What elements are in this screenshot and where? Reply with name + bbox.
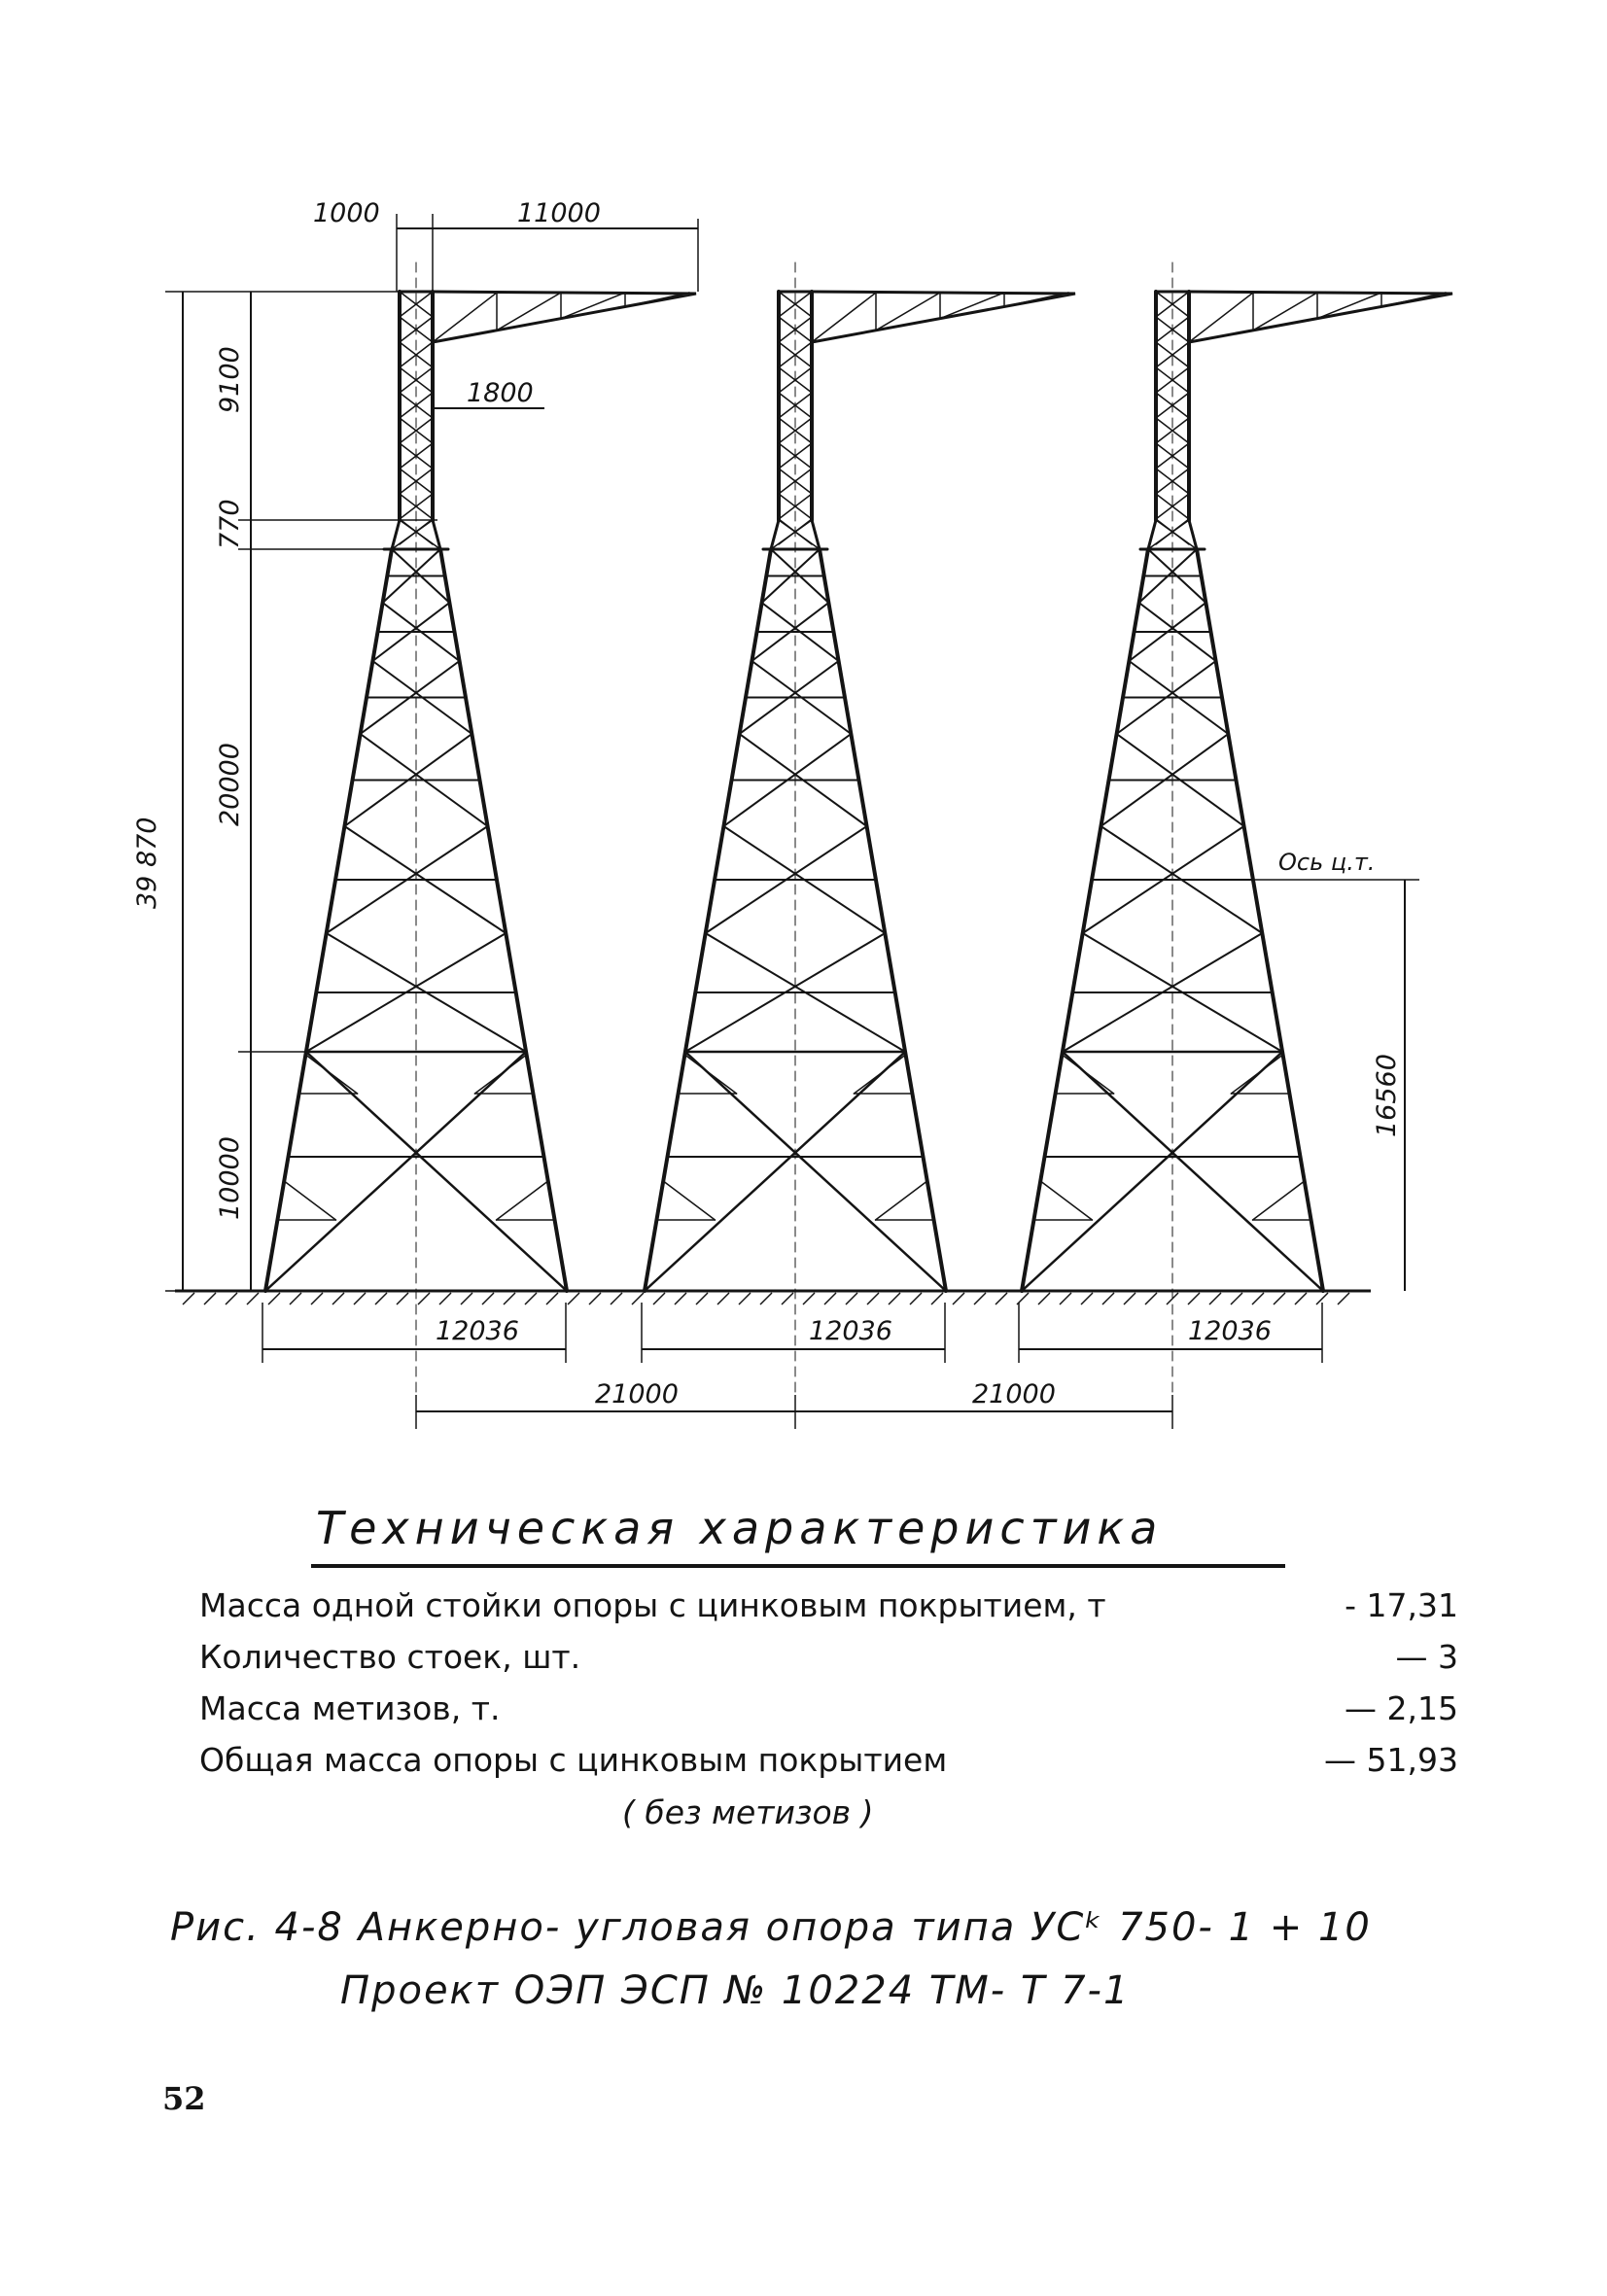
ground-hatch (268, 1293, 280, 1305)
arm-brace (940, 293, 1004, 319)
cg-axis-label: Ось ц.т. (1278, 849, 1376, 876)
ground-hatch (226, 1293, 237, 1305)
ground-hatch (1060, 1293, 1071, 1305)
ground-hatch (461, 1293, 472, 1305)
diagonal-brace (645, 1052, 905, 1291)
ground-hatch (1231, 1293, 1242, 1305)
ground-hatch (996, 1293, 1007, 1305)
diagonal-brace (265, 1052, 526, 1291)
ground-hatch (653, 1293, 665, 1305)
diagonal-brace (685, 1052, 946, 1291)
ground-hatch (1274, 1293, 1285, 1305)
diagonal-brace (1063, 1052, 1323, 1291)
dim-head-width: 1800 (467, 378, 534, 408)
diagonal-brace (1022, 1052, 1282, 1291)
ground-hatch (525, 1293, 537, 1305)
ground-hatch (803, 1293, 815, 1305)
secondary-brace (284, 1181, 335, 1220)
ground-hatch (846, 1293, 857, 1305)
ground-hatch (204, 1293, 216, 1305)
ground-hatch (824, 1293, 836, 1305)
dim-total-height: 39 870 (132, 817, 162, 909)
spec-row-value: — 51,93 (1324, 1741, 1458, 1779)
ground-hatch (611, 1293, 622, 1305)
ground-hatch (568, 1293, 579, 1305)
ground-hatch (311, 1293, 323, 1305)
secondary-brace (305, 1055, 357, 1094)
ground-hatch (418, 1293, 430, 1305)
arm-brace (1189, 293, 1253, 342)
ground-hatch (1102, 1293, 1114, 1305)
ground-hatch (889, 1293, 900, 1305)
spec-row-label: Масса одной стойки опоры с цинковым покрытием, т (199, 1586, 1106, 1624)
ground-hatch (696, 1293, 708, 1305)
ground-hatch (675, 1293, 686, 1305)
base-width-1: 12036 (436, 1316, 519, 1346)
ground-hatch (546, 1293, 558, 1305)
secondary-brace (663, 1181, 715, 1220)
dim-cg-height: 16560 (1372, 1054, 1402, 1137)
secondary-brace (1231, 1055, 1282, 1094)
secondary-brace (684, 1055, 736, 1094)
spec-row (199, 1689, 1458, 1734)
ground-hatch (332, 1293, 344, 1305)
spec-row-value: — 2,15 (1345, 1689, 1458, 1727)
ground-hatch (931, 1293, 943, 1305)
page-number: 52 (162, 2080, 206, 2117)
ground-hatch (782, 1293, 793, 1305)
dim-head-height: 9100 (215, 346, 245, 413)
secondary-brace (876, 1181, 927, 1220)
tower-3 (1022, 262, 1452, 1424)
ground-hatch (247, 1293, 259, 1305)
spec-row (199, 1741, 1458, 1786)
ground-hatch (183, 1293, 194, 1305)
dim-bottom-section: 10000 (215, 1136, 245, 1220)
spec-row-value: — 3 (1395, 1638, 1458, 1676)
spec-row-label: Общая масса опоры с цинковым покрытием (199, 1741, 948, 1779)
ground-hatch (1338, 1293, 1349, 1305)
ground-hatch (1124, 1293, 1135, 1305)
arm-brace (812, 293, 876, 342)
ground-hatch (504, 1293, 515, 1305)
secondary-brace (854, 1055, 905, 1094)
spec-row (199, 1638, 1458, 1683)
ground-hatch (1188, 1293, 1200, 1305)
dim-mid-section: 20000 (215, 743, 245, 826)
spec-title-underline (311, 1564, 1285, 1568)
ground-hatch (290, 1293, 301, 1305)
dim-transition: 770 (215, 499, 245, 549)
ground-hatch (717, 1293, 729, 1305)
secondary-brace (474, 1055, 526, 1094)
ground-hatch (739, 1293, 751, 1305)
ground-hatch (397, 1293, 408, 1305)
spec-note: ( без метизов ) (622, 1793, 874, 1831)
spacing-2: 21000 (972, 1379, 1056, 1409)
ground-hatch (1145, 1293, 1157, 1305)
ground-hatch (974, 1293, 986, 1305)
ground-hatch (760, 1293, 772, 1305)
spec-row-label: Количество стоек, шт. (199, 1638, 581, 1676)
arm-brace (433, 293, 497, 342)
base-width-3: 12036 (1188, 1316, 1272, 1346)
secondary-brace (1253, 1181, 1305, 1220)
secondary-brace (497, 1181, 548, 1220)
spec-row (199, 1586, 1458, 1631)
spec-title: Техническая характеристика (316, 1502, 1164, 1554)
ground-hatch (1081, 1293, 1093, 1305)
spec-row-value: - 17,31 (1345, 1586, 1458, 1624)
spacing-1: 21000 (595, 1379, 679, 1409)
dim-top-arm: 11000 (517, 198, 601, 228)
arm-brace (561, 293, 625, 319)
tower-1 (265, 262, 696, 1424)
tower-2 (645, 262, 1075, 1424)
ground-hatch (482, 1293, 494, 1305)
figure-caption-line1: Рис. 4-8 Анкерно- угловая опора типа УСᵏ 750- 1 + 10 (170, 1905, 1372, 1950)
ground-hatch (354, 1293, 366, 1305)
ground-hatch (439, 1293, 451, 1305)
ground-hatch (1209, 1293, 1221, 1305)
ground-hatch (1295, 1293, 1307, 1305)
ground-hatch (867, 1293, 879, 1305)
figure-caption-line2: Проект ОЭП ЭСП № 10224 ТМ- Т 7-1 (340, 1968, 1131, 2013)
dim-top-left: 1000 (313, 198, 380, 228)
ground-hatch (375, 1293, 387, 1305)
ground-hatch (1252, 1293, 1264, 1305)
secondary-brace (1062, 1055, 1113, 1094)
diagonal-brace (306, 1052, 567, 1291)
secondary-brace (1040, 1181, 1092, 1220)
spec-row-label: Масса метизов, т. (199, 1689, 501, 1727)
base-width-2: 12036 (809, 1316, 892, 1346)
ground-hatch (589, 1293, 601, 1305)
ground-hatch (953, 1293, 964, 1305)
ground-hatch (1038, 1293, 1050, 1305)
ground-hatch (910, 1293, 922, 1305)
arm-brace (1317, 293, 1381, 319)
